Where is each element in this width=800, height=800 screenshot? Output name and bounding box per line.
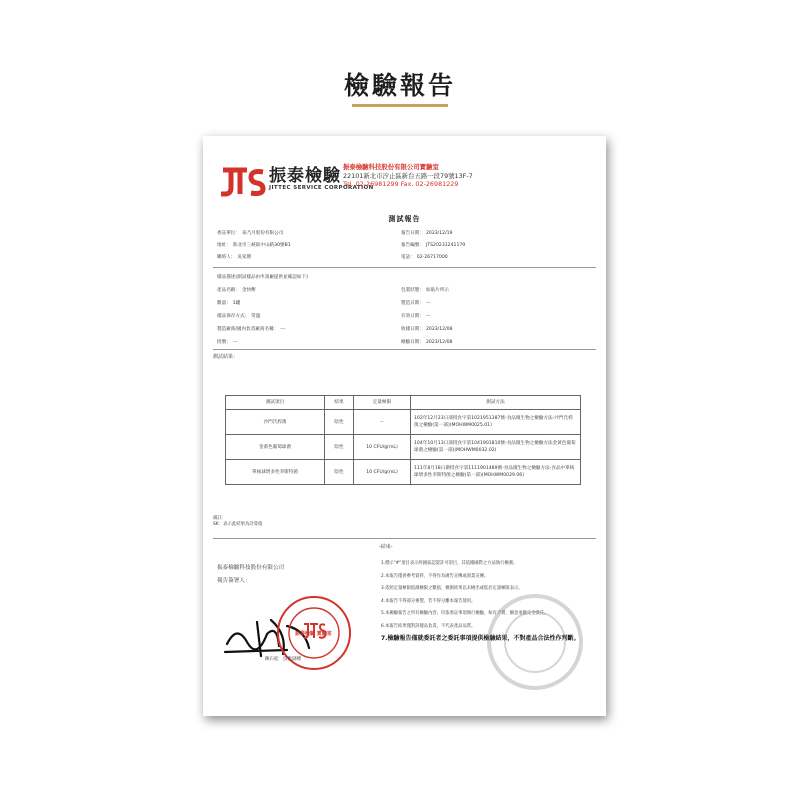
mfg-date-row: 製造日期： --- — [401, 301, 431, 306]
divider — [213, 349, 596, 350]
notes-label: 備註： — [213, 516, 227, 521]
logo-brand-cn: 振泰檢驗 — [269, 166, 341, 186]
report-title: 測試報告 — [388, 215, 421, 223]
exp-date-row: 有效日期： --- — [401, 314, 431, 319]
watermark-stamp-icon — [485, 592, 585, 692]
jts-logo-icon — [217, 162, 277, 198]
client-row: 委託單位： 泰乃月股份有限公司 — [217, 231, 284, 236]
lab-address: 22101新北市汐止區新台五路一段79號13F-7 — [343, 171, 473, 180]
header-limit: 定量極限 — [354, 396, 411, 410]
lab-tel: Tel. 02-26981299 Fax. 02-26981229 — [343, 180, 459, 189]
remark-item: 6.本報告結果僅對該樣品負責，不代表產品品質。 — [381, 623, 476, 629]
cell-item: 沙門氏桿菌 — [226, 410, 325, 435]
qty-row: 數量： 1罐 — [217, 301, 241, 306]
cell-item: 單核球增多性李斯特菌 — [226, 460, 325, 485]
cell-result: 陰性 — [325, 410, 354, 435]
cell-result: 陰性 — [325, 435, 354, 460]
results-table — [225, 395, 581, 485]
maker-row: 製造廠商/國內負責廠商名稱： --- — [217, 327, 286, 332]
cell-item: 金黃色葡萄球菌 — [226, 435, 325, 460]
remark-item: 5.本檢驗報告之所有檢驗內容，均依委託事項執行檢驗，如有不實，願意承擔完全責任。 — [381, 611, 549, 617]
cell-method: 111年8月18日衛授食字第1111901489號-食品微生物之檢驗方法-食品中單核球增多性李斯特菌之檢驗(第一部)(MOHWM0029.06) — [411, 460, 581, 485]
page-heading: 檢驗報告 — [343, 71, 456, 100]
remark-item: 4.本報告不得部分複製，若不得分離本報告使用。 — [381, 598, 476, 604]
storage-row: 樣品保存方式： 常溫 — [217, 314, 261, 319]
signer-caption: 陳石松 技術副總 — [265, 657, 301, 662]
notes — [213, 516, 263, 528]
cell-limit: 10 CFU/g(mL) — [354, 435, 411, 460]
header-method: 測試方法 — [411, 396, 581, 410]
report-no-row: 報告編號： JTS20231241179 — [401, 243, 466, 248]
test-date-row: 檢驗日期： 2023/12/08 — [401, 340, 453, 345]
notes-text: SK：表示此結果為計算值 — [213, 522, 263, 527]
stamp-text: 振泰檢驗 實驗室 — [295, 631, 332, 637]
results-label: 測試結果： — [213, 354, 239, 360]
remarks-title: -結束- — [379, 544, 393, 550]
heading-underline — [352, 104, 448, 107]
lab-name: 振泰檢驗科技股份有限公司實驗室 — [343, 163, 439, 171]
remark-item: 3.依照定量極限值測檢限之數值，檢測結果以未檢出或低於定量極限表示。 — [381, 586, 523, 592]
product-row: 產品名稱： 金快嘢 — [217, 288, 256, 293]
header-item: 測試項目 — [226, 396, 325, 410]
table-row — [226, 460, 581, 485]
report-sheet — [203, 136, 606, 716]
address-row: 地址： 新北市三峽區中山路30號B1 — [217, 243, 291, 248]
header-result: 結果 — [325, 396, 354, 410]
cell-method: 102年12月23日部授食字第1021951387號-食品微生物之檢驗方法-沙門氏桿菌之檢驗(第一部)(MOHWM0025.01) — [411, 410, 581, 435]
divider — [213, 538, 596, 539]
remark-item: 1.標示"#"項目表示經國家認證許可項目，其依據國際之方法執行檢測。 — [381, 561, 518, 566]
contact-row: 聯絡人： 吳家勝 — [217, 255, 252, 260]
lab-info — [343, 163, 473, 189]
cell-limit: 10 CFU/g(mL) — [354, 460, 411, 485]
phone-row: 電話： 02-26717000 — [401, 255, 448, 260]
report-date-row: 報告日期： 2023/12/19 — [401, 231, 453, 236]
table-row — [226, 435, 581, 460]
cell-method: 104年10月13日部授食字第1041901810號-食品微生物之檢驗方法金黃色葡萄球菌之檢驗(第一部)(MOHWM0032.02) — [411, 435, 581, 460]
table-row — [226, 410, 581, 435]
sample-desc: 樣品描述(測試樣品由申請廠提供並確認如下) — [217, 275, 308, 280]
batch-row: 批號： --- — [217, 340, 238, 345]
remark-item: 2.本報告僅供參考資料，不得作為廣告宣傳或商業宣傳。 — [381, 573, 489, 579]
remark-item-highlight: 7.檢驗報告僅就委託者之委託事項提供檢驗結果，不對產品合法性作判斷。 — [381, 634, 580, 642]
pack-row: 包裝狀態： 如貼片所示 — [401, 288, 449, 293]
company-name: 振泰檢驗科技股份有限公司 — [217, 565, 285, 571]
cell-limit: -- — [354, 410, 411, 435]
cell-result: 陰性 — [325, 460, 354, 485]
logo-brand-en: JITTEC SERVICE CORPORATION — [269, 185, 374, 191]
recv-date-row: 收樣日期： 2023/12/08 — [401, 327, 453, 332]
divider — [213, 267, 596, 268]
signer-label: 報告簽署人： — [217, 578, 251, 584]
company-block — [217, 562, 284, 588]
table-header-row — [226, 396, 581, 410]
